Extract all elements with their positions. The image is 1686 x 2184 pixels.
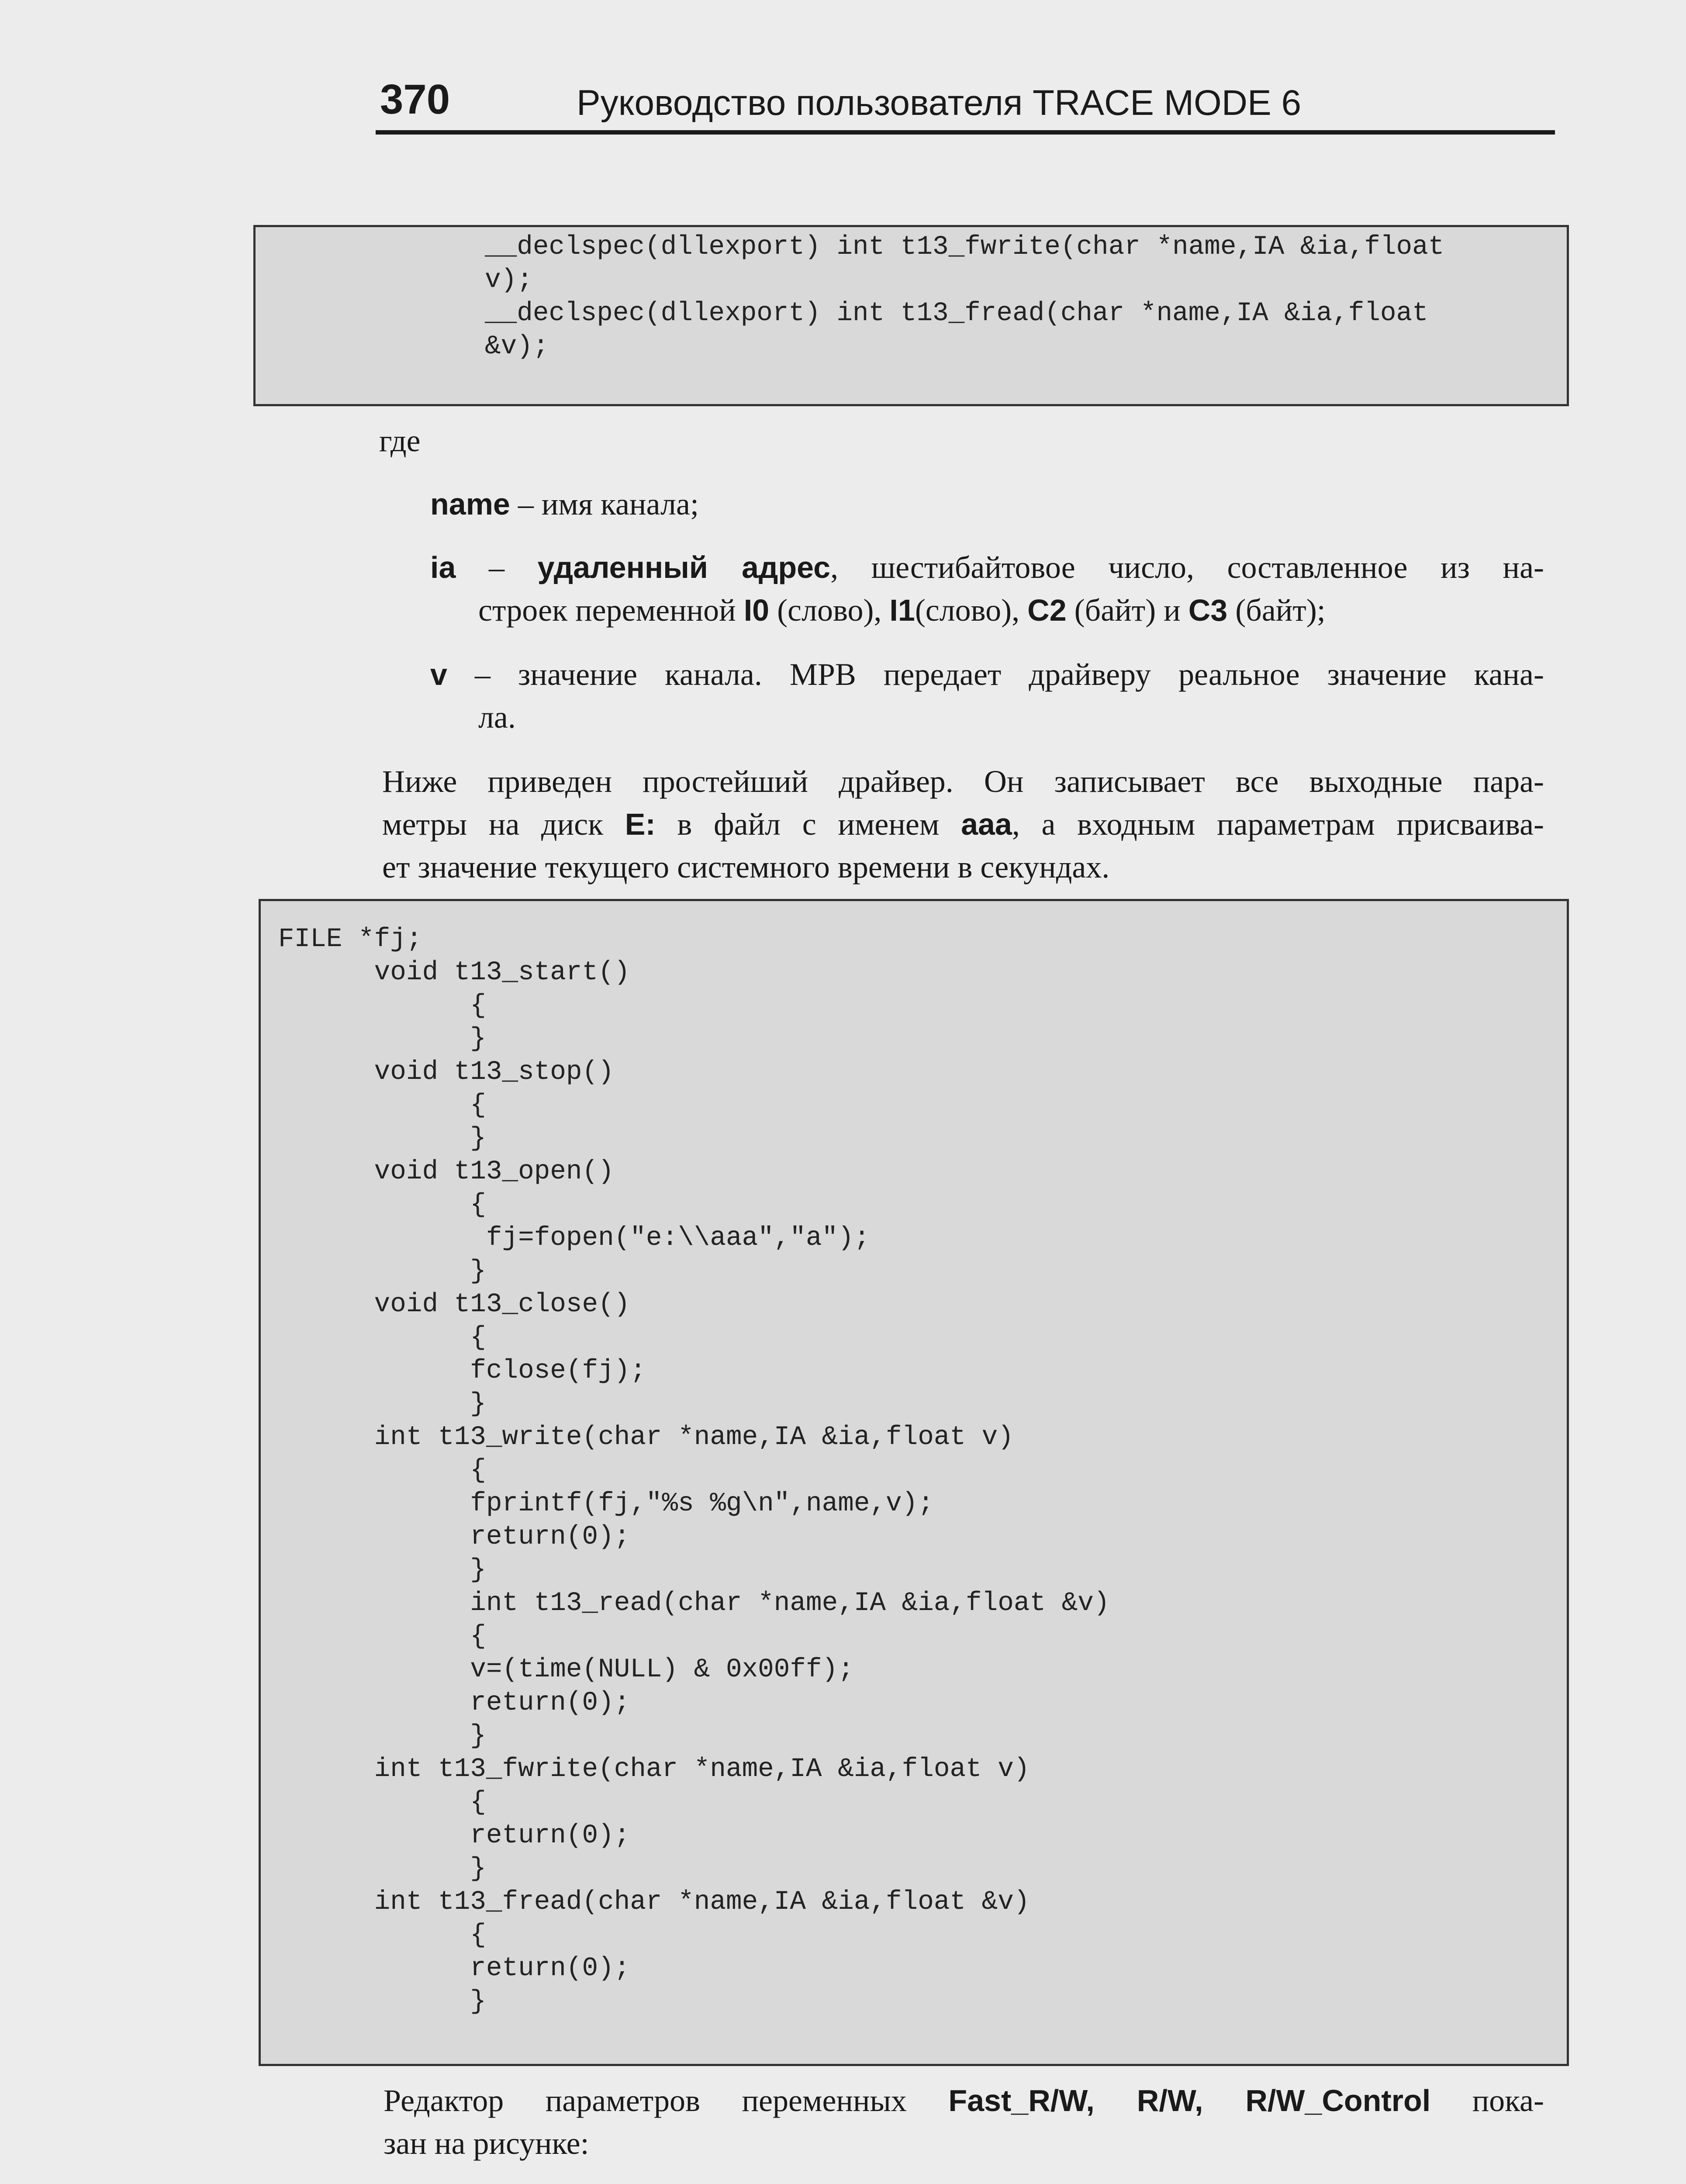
disk-E: E: [625, 807, 656, 841]
code-line: } [278, 1555, 486, 1585]
code-line: int t13_write(char *name,IA &ia,float v) [278, 1422, 1014, 1452]
driver-code-lines [278, 923, 1110, 2018]
code-line: __declspec(dllexport) int t13_fread(char *name,IA &ia,float [485, 298, 1428, 328]
term-remote-address: удаленный адрес [537, 550, 831, 584]
code-line: } [278, 1389, 486, 1419]
code-line: return(0); [278, 1522, 630, 1552]
para2-text-a: Редактор параметров переменных [383, 2083, 949, 2118]
para2-text-b: пока- [1430, 2083, 1544, 2118]
term-I0: I0 [743, 593, 770, 627]
term-ia: ia [430, 550, 456, 584]
code-line: fclose(fj); [278, 1356, 646, 1386]
code-line: { [278, 991, 486, 1021]
def-ia-text2b: (слово), [769, 593, 890, 628]
term-name: name [430, 487, 510, 521]
code-line: { [278, 1190, 486, 1220]
code-line: void t13_stop() [278, 1057, 614, 1087]
def-ia-text1: , шестибайтовое число, составленное из на- [830, 550, 1544, 585]
para2-line2: зан на рисунке: [383, 2126, 589, 2161]
where-label [379, 419, 421, 462]
paragraph-driver-intro-3 [382, 846, 1544, 888]
code-line: return(0); [278, 1821, 630, 1851]
term-C3: C3 [1188, 593, 1228, 627]
where-text: где [379, 423, 421, 458]
paragraph-driver-intro-2 [382, 803, 1544, 846]
code-line: } [278, 1256, 486, 1286]
para1-line3: ет значение текущего системного времени в секундах. [382, 850, 1110, 885]
para1-line1: Ниже приведен простейший драйвер. Он записывает все выходные пара- [382, 764, 1544, 799]
para1-line2a: метры на диск [382, 807, 625, 842]
def-v-text2: ла. [478, 700, 516, 735]
code-line: return(0); [278, 1953, 630, 1984]
code-block-declarations [253, 225, 1569, 406]
code-line: fprintf(fj,"%s %g\n",name,v); [278, 1489, 934, 1519]
def-name-text: – имя канала; [510, 487, 699, 522]
definition-v-cont [478, 696, 1544, 739]
def-ia-text2e: (байт); [1227, 593, 1326, 628]
code-line: void t13_close() [278, 1289, 630, 1320]
code-line: v=(time(NULL) & 0x00ff); [278, 1655, 854, 1685]
def-ia-text2a: строек переменной [478, 593, 744, 628]
code-line: } [278, 1123, 486, 1154]
code-line: void t13_start() [278, 957, 630, 988]
code-line: &v); [485, 332, 549, 362]
code-line: { [278, 1621, 486, 1652]
definition-ia-cont [478, 589, 1544, 632]
book-title: Руководство пользователя TRACE MODE 6 [577, 83, 1302, 123]
code-block-driver [259, 899, 1569, 2066]
paragraph-editor-2 [383, 2122, 1544, 2165]
def-ia-text2d: (байт) и [1066, 593, 1188, 628]
code-line: { [278, 1323, 486, 1353]
code-line: { [278, 1090, 486, 1120]
def-ia-dash: – [456, 550, 538, 585]
file-aaa: aaa [961, 807, 1012, 841]
code-line: FILE *fj; [278, 924, 422, 954]
definition-ia [430, 546, 1544, 589]
term-v: v [430, 657, 447, 691]
page-number: 370 [380, 76, 450, 123]
term-I1: I1 [889, 593, 915, 627]
code-line: { [278, 1920, 486, 1950]
code-line: void t13_open() [278, 1157, 614, 1187]
code-line: __declspec(dllexport) int t13_fwrite(char *name,IA &ia,float [485, 232, 1444, 262]
term-C2: C2 [1027, 593, 1067, 627]
code-line: return(0); [278, 1688, 630, 1718]
para1-line2b: в файл с именем [655, 807, 961, 842]
code-line: v); [485, 265, 533, 295]
variable-types: Fast_R/W, R/W, R/W_Control [948, 2084, 1431, 2118]
code-line: { [278, 1455, 486, 1486]
paragraph-editor [383, 2079, 1544, 2122]
code-line: int t13_fread(char *name,IA &ia,float &v) [278, 1887, 1030, 1917]
definition-v [430, 653, 1544, 696]
code-line: } [278, 1721, 486, 1751]
code-line: fj=fopen("e:\\aaa","a"); [278, 1223, 870, 1253]
def-v-text1: – значение канала. МРВ передает драйверу реальное значение кана- [447, 657, 1544, 692]
page-header [376, 73, 1555, 135]
paragraph-driver-intro [382, 760, 1544, 803]
code-line: } [278, 1987, 486, 2017]
code-line: int t13_fwrite(char *name,IA &ia,float v) [278, 1754, 1030, 1784]
code-line: } [278, 1024, 486, 1054]
para1-line2c: , а входным параметрам присваива- [1012, 807, 1544, 842]
code-lines [485, 231, 1444, 363]
code-line: int t13_read(char *name,IA &ia,float &v) [278, 1588, 1110, 1618]
def-ia-text2c: (слово), [915, 593, 1028, 628]
code-line: { [278, 1787, 486, 1818]
definition-name [430, 483, 1544, 525]
code-line: } [278, 1854, 486, 1884]
